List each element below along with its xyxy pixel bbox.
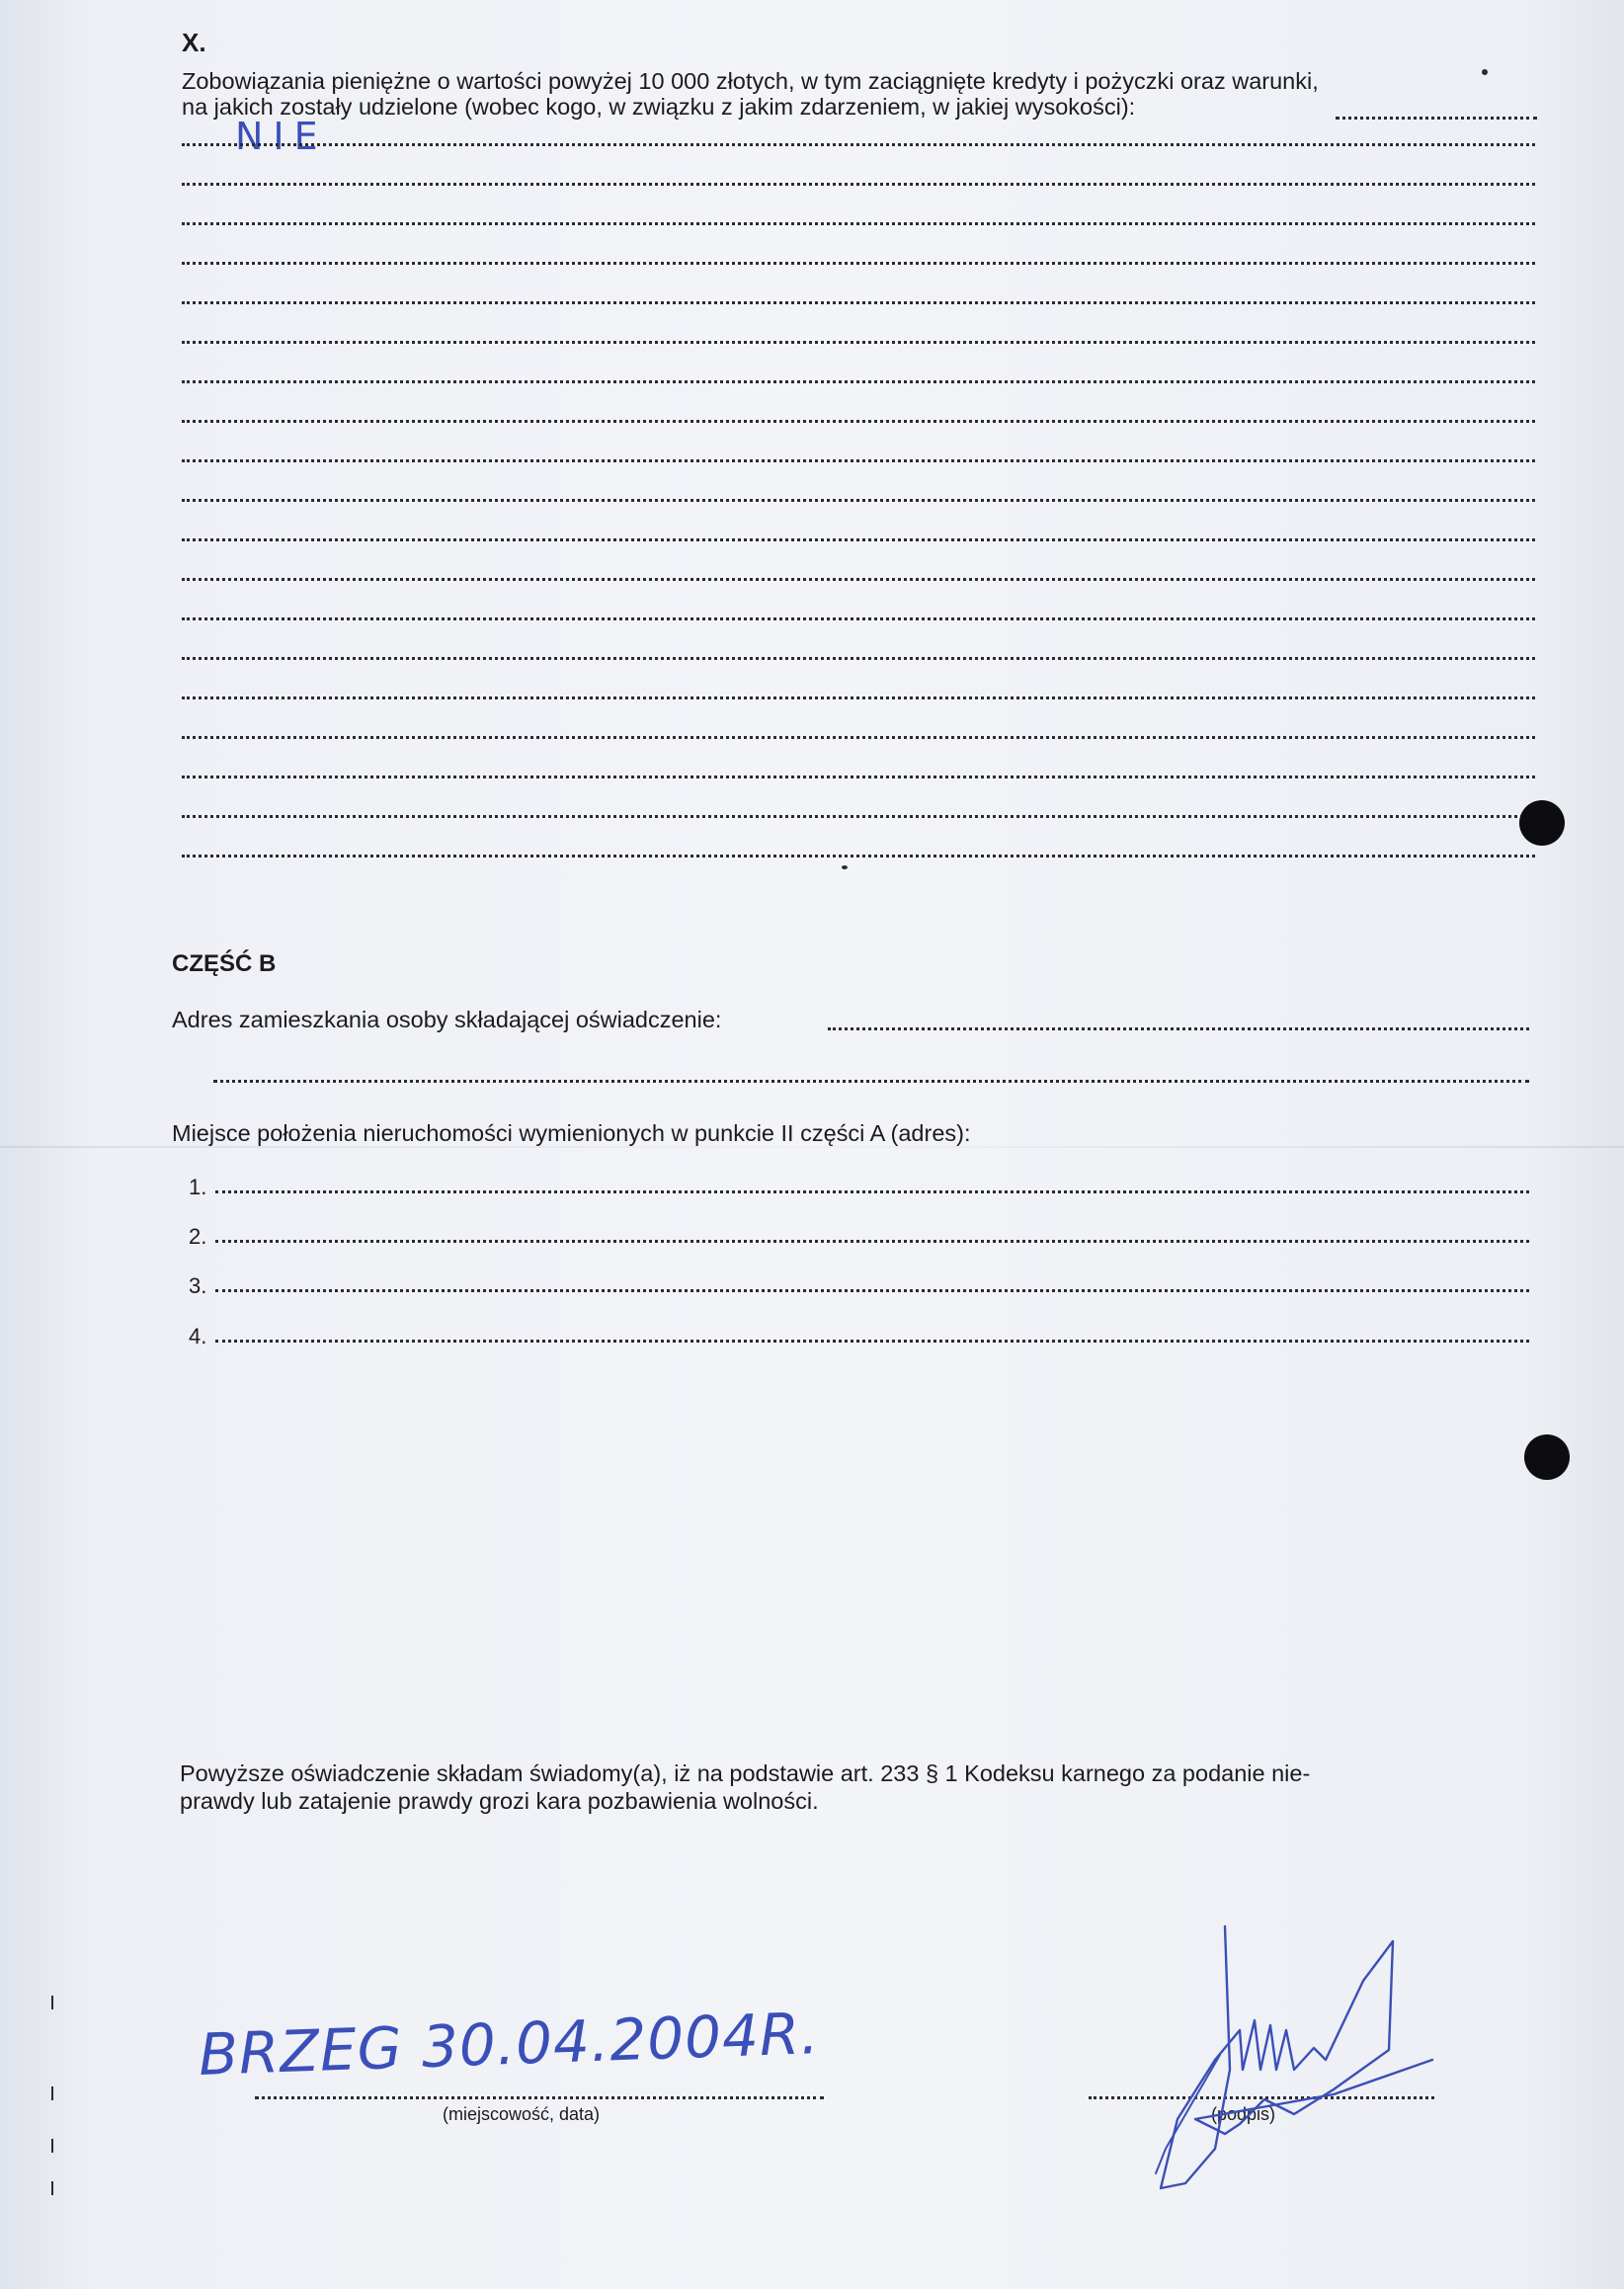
margin-tick (51, 1996, 53, 2009)
address-label: Adres zamieszkania osoby składającej oświadczenie: (172, 1007, 722, 1032)
property-line-2[interactable] (215, 1240, 1529, 1243)
answer-line[interactable] (182, 459, 1535, 462)
answer-line[interactable] (182, 657, 1535, 660)
part-b-heading: CZĘŚĆ B (172, 950, 277, 977)
answer-line[interactable] (182, 855, 1535, 858)
signature-scribble[interactable] (1067, 1921, 1462, 2198)
margin-tick (51, 2139, 53, 2153)
answer-line[interactable] (182, 341, 1535, 344)
handwritten-place-date[interactable]: BRZEG 30.04.2004R. (198, 2000, 821, 2088)
answer-line[interactable] (182, 143, 1535, 146)
declaration-line-2: prawdy lub zatajenie prawdy grozi kara pozbawienia wolności. (180, 1788, 819, 1814)
property-item-number: 1. (189, 1175, 207, 1199)
answer-line[interactable] (182, 736, 1535, 739)
section-number: X. (182, 28, 206, 57)
margin-tick (51, 2181, 53, 2195)
property-item-number: 3. (189, 1273, 207, 1298)
handwritten-answer[interactable]: NIE (235, 115, 328, 158)
place-date-caption: (miejscowość, data) (443, 2104, 601, 2124)
answer-line[interactable] (182, 578, 1535, 581)
answer-line[interactable] (182, 815, 1535, 818)
answer-line[interactable] (182, 696, 1535, 699)
answer-line[interactable] (182, 776, 1535, 778)
answer-line[interactable] (182, 380, 1535, 383)
paper-fold (0, 1146, 1624, 1148)
answer-line[interactable] (182, 183, 1535, 186)
ink-speck (1482, 69, 1488, 75)
property-line-1[interactable] (215, 1190, 1529, 1193)
declaration-line-1: Powyższe oświadczenie składam świadomy(a), iż na podstawie art. 233 § 1 Kodeksu karnego za podanie nie- (180, 1760, 1311, 1786)
margin-tick (51, 2086, 53, 2100)
property-item-number: 4. (189, 1324, 207, 1349)
answer-line[interactable] (182, 222, 1535, 225)
signature-caption: (podpis) (1211, 2104, 1276, 2124)
property-line-4[interactable] (215, 1340, 1529, 1343)
section-x-description-line-2: na jakich zostały udzielone (wobec kogo, w związku z jakim zdarzeniem, w jakiej wysokości): (182, 94, 1136, 120)
answer-line[interactable] (182, 617, 1535, 620)
dotted-line (1336, 117, 1537, 120)
property-line-3[interactable] (215, 1289, 1529, 1292)
answer-line[interactable] (182, 538, 1535, 541)
address-line-2[interactable] (213, 1080, 1529, 1083)
punch-hole-upper (1519, 800, 1565, 846)
property-location-label: Miejsce położenia nieruchomości wymienionych w punkcie II części A (adres): (172, 1120, 971, 1146)
ink-speck (842, 865, 848, 869)
place-date-line[interactable] (255, 2096, 824, 2099)
property-item-number: 2. (189, 1224, 207, 1249)
answer-line[interactable] (182, 301, 1535, 304)
answer-line[interactable] (182, 499, 1535, 502)
answer-line[interactable] (182, 420, 1535, 423)
answer-line[interactable] (182, 262, 1535, 265)
address-line-1[interactable] (828, 1027, 1529, 1030)
section-x-description-line-1: Zobowiązania pieniężne o wartości powyżej 10 000 złotych, w tym zaciągnięte kredyty i pożyczki oraz warunki, (182, 68, 1319, 94)
punch-hole-lower (1524, 1434, 1570, 1480)
